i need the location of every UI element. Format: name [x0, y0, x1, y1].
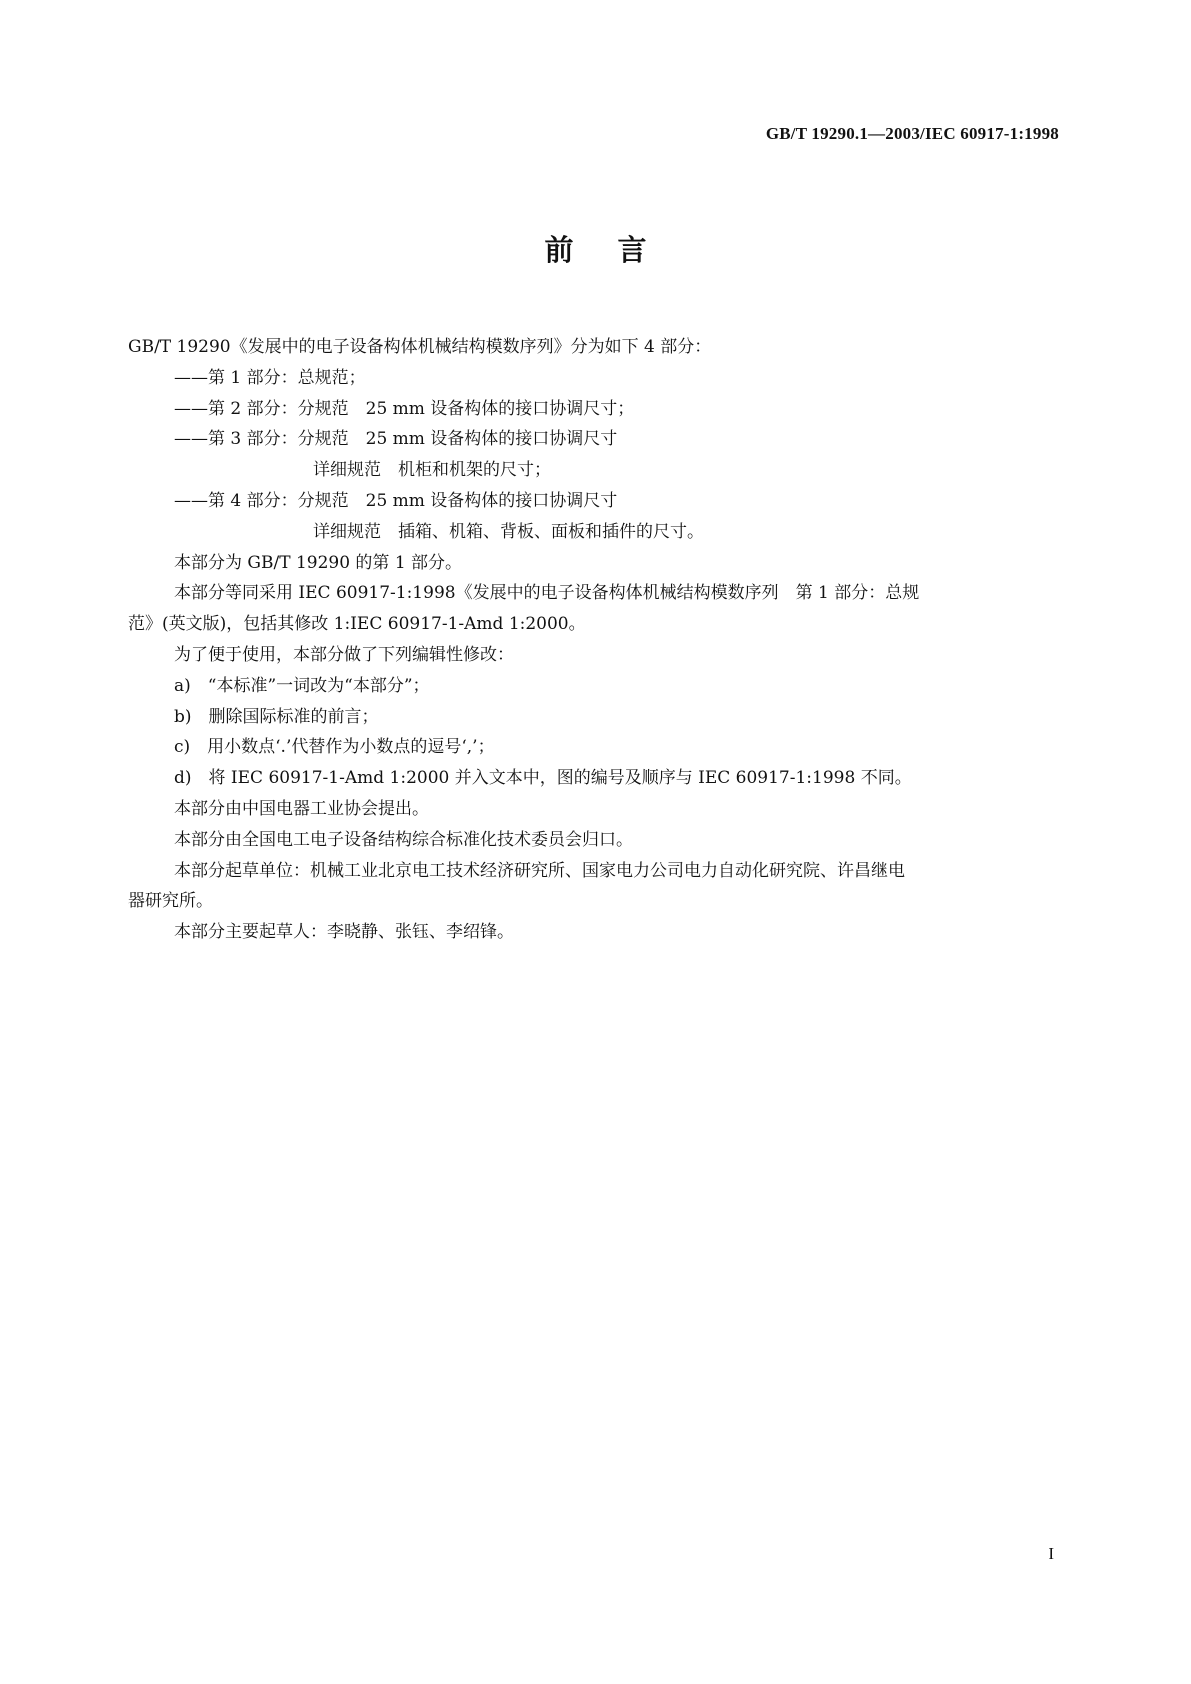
part-item: ——第 2 部分：分规范 25 mm 设备构体的接口协调尺寸； [174, 398, 635, 419]
part-item: ——第 1 部分：总规范； [174, 367, 366, 388]
drafting-units-line2: 器研究所。 [128, 891, 213, 912]
edit-item: d) 将 IEC 60917-1-Amd 1:2000 并入文本中，图的编号及顺序与 IEC 60917-1:1998 不同。 [174, 768, 912, 789]
equivalent-paragraph-line2: 范》(英文版)，包括其修改 1:IEC 60917-1-Amd 1:2000。 [128, 614, 586, 635]
intro-paragraph: GB/T 19290《发展中的电子设备构体机械结构模数序列》分为如下 4 部分： [128, 337, 712, 357]
part-item: ——第 3 部分：分规范 25 mm 设备构体的接口协调尺寸 [174, 429, 618, 450]
drafting-units-line1: 本部分起草单位：机械工业北京电工技术经济研究所、国家电力公司电力自动化研究院、许昌继电 [174, 860, 905, 881]
part-item: ——第 4 部分：分规范 25 mm 设备构体的接口协调尺寸 [174, 490, 618, 511]
standard-id: GB/T 19290.1—2003/IEC 60917-1:1998 [765, 124, 1059, 143]
equivalent-paragraph-line1: 本部分等同采用 IEC 60917-1:1998《发展中的电子设备构体机械结构模数序列 第 1 部分：总规 [174, 583, 920, 604]
this-part-paragraph: 本部分为 GB/T 19290 的第 1 部分。 [174, 552, 463, 573]
part-item-continuation: 详细规范 插箱、机箱、背板、面板和插件的尺寸。 [313, 521, 704, 542]
edits-intro-paragraph: 为了便于使用，本部分做了下列编辑性修改： [174, 644, 514, 665]
centralized-paragraph: 本部分由全国电工电子设备结构综合标准化技术委员会归口。 [174, 829, 633, 850]
page-title: 前言 [544, 233, 691, 267]
proposed-paragraph: 本部分由中国电器工业协会提出。 [174, 798, 429, 819]
document-body [128, 332, 1060, 948]
edit-item: c) 用小数点‘.’代替作为小数点的逗号‘,’； [174, 737, 495, 758]
edit-item: a) “本标准”一词改为“本部分”； [174, 675, 430, 696]
drafters-paragraph: 本部分主要起草人：李晓静、张钰、李绍锋。 [174, 922, 514, 943]
page-number: I [1048, 1544, 1054, 1563]
part-item-continuation: 详细规范 机柜和机架的尺寸； [313, 460, 551, 481]
edit-item: b) 删除国际标准的前言； [174, 706, 379, 727]
